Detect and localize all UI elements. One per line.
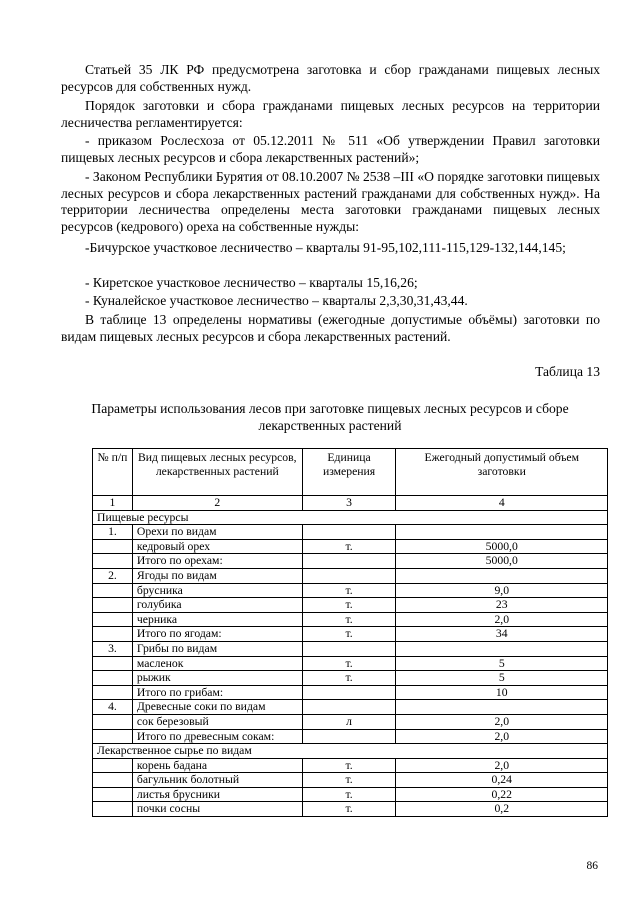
row-number bbox=[93, 539, 133, 554]
row-number: 4. bbox=[93, 700, 133, 715]
volume-cell: 2,0 bbox=[396, 612, 608, 627]
row-number bbox=[93, 758, 133, 773]
unit-cell bbox=[302, 568, 396, 583]
unit-cell: т. bbox=[302, 627, 396, 642]
table-row bbox=[93, 758, 608, 773]
row-number bbox=[93, 773, 133, 788]
row-number bbox=[93, 656, 133, 671]
row-number bbox=[93, 685, 133, 700]
volume-cell bbox=[396, 525, 608, 540]
paragraph-8: В таблице 13 определены нормативы (ежегодные допустимые объёмы) заготовки по видам пищевых лесных ресурсов и сбора лекарственных растений. bbox=[61, 312, 600, 344]
row-number bbox=[93, 627, 133, 642]
resource-name: масленок bbox=[132, 656, 302, 671]
resource-name: Итого по грибам: bbox=[132, 685, 302, 700]
resource-name: багульник болотный bbox=[132, 773, 302, 788]
resource-name: рыжик bbox=[132, 671, 302, 686]
unit-cell: т. bbox=[302, 583, 396, 598]
resource-name: Итого по орехам: bbox=[132, 554, 302, 569]
row-number: 3. bbox=[93, 641, 133, 656]
table-row bbox=[93, 539, 608, 554]
paragraph-3: - приказом Рослесхоза от 05.12.2011 № 511 «Об утверждении Правил заготовки пищевых лесных ресурсов и сбора лекарственных растений»; bbox=[61, 133, 600, 165]
row-number bbox=[93, 612, 133, 627]
table-row bbox=[93, 714, 608, 729]
section-title: Пищевые ресурсы bbox=[93, 510, 608, 525]
unit-cell: л bbox=[302, 714, 396, 729]
resource-name: Итого по древесным сокам: bbox=[132, 729, 302, 744]
volume-cell: 0,2 bbox=[396, 802, 608, 817]
row-number bbox=[93, 583, 133, 598]
volume-cell: 10 bbox=[396, 685, 608, 700]
table-row bbox=[93, 802, 608, 817]
resource-name: Орехи по видам bbox=[132, 525, 302, 540]
volume-cell: 5 bbox=[396, 656, 608, 671]
unit-cell: т. bbox=[302, 612, 396, 627]
column-number: 2 bbox=[132, 496, 302, 511]
unit-cell bbox=[302, 700, 396, 715]
table-label: Таблица 13 bbox=[535, 364, 600, 379]
unit-cell bbox=[302, 554, 396, 569]
unit-cell: т. bbox=[302, 539, 396, 554]
table-row bbox=[93, 568, 608, 583]
header-annual-volume: Ежегодный допустимый объем заготовки bbox=[396, 449, 608, 496]
volume-cell: 2,0 bbox=[396, 758, 608, 773]
resource-name: листья брусники bbox=[132, 787, 302, 802]
table-row bbox=[93, 671, 608, 686]
resources-table bbox=[92, 448, 608, 817]
row-number bbox=[93, 554, 133, 569]
paragraph-2: Порядок заготовки и сбора гражданами пищевых лесных ресурсов на территории лесничества регламентируется: bbox=[61, 98, 600, 130]
volume-cell: 34 bbox=[396, 627, 608, 642]
resource-name: Ягоды по видам bbox=[132, 568, 302, 583]
volume-cell bbox=[396, 641, 608, 656]
volume-cell bbox=[396, 700, 608, 715]
volume-cell: 0,22 bbox=[396, 787, 608, 802]
table-row bbox=[93, 641, 608, 656]
paragraph-4: - Законом Республики Бурятия от 08.10.2007 № 2538 –III «О порядке заготовки пищевых лесных ресурсов и сбора лекарственных растений гражданами для собственных нужд». На территории лесничества определены места заготовки гражданами пищевых лесных ресурсов (кедрового) ореха на собственные нужды: bbox=[61, 169, 600, 234]
unit-cell: т. bbox=[302, 598, 396, 613]
column-number: 1 bbox=[93, 496, 133, 511]
page-number: 86 bbox=[586, 860, 598, 872]
paragraph-7: - Куналейское участковое лесничество – кварталы 2,3,30,31,43,44. bbox=[85, 293, 468, 308]
resource-name: корень бадана bbox=[132, 758, 302, 773]
unit-cell: т. bbox=[302, 656, 396, 671]
volume-cell: 2,0 bbox=[396, 714, 608, 729]
row-number bbox=[93, 729, 133, 744]
table-row bbox=[93, 773, 608, 788]
row-number bbox=[93, 787, 133, 802]
unit-cell bbox=[302, 525, 396, 540]
volume-cell: 23 bbox=[396, 598, 608, 613]
table-row bbox=[93, 656, 608, 671]
resource-name: Грибы по видам bbox=[132, 641, 302, 656]
table-row bbox=[93, 598, 608, 613]
table-row bbox=[93, 700, 608, 715]
paragraph-5: -Бичурское участковое лесничество – кварталы 91-95,102,111-115,129-132,144,145; bbox=[85, 240, 566, 255]
row-number: 2. bbox=[93, 568, 133, 583]
volume-cell: 5000,0 bbox=[396, 539, 608, 554]
table-row bbox=[93, 627, 608, 642]
resource-name: брусника bbox=[132, 583, 302, 598]
row-number bbox=[93, 714, 133, 729]
paragraph-1: Статьей 35 ЛК РФ предусмотрена заготовка и сбор гражданами пищевых лесных ресурсов для собственных нужд. bbox=[61, 62, 600, 94]
table-body bbox=[93, 496, 608, 817]
volume-cell: 9,0 bbox=[396, 583, 608, 598]
resource-name: почки сосны bbox=[132, 802, 302, 817]
row-number bbox=[93, 671, 133, 686]
unit-cell bbox=[302, 685, 396, 700]
table-header-row bbox=[93, 449, 608, 496]
unit-cell bbox=[302, 729, 396, 744]
table-row bbox=[93, 729, 608, 744]
row-number bbox=[93, 802, 133, 817]
unit-cell: т. bbox=[302, 802, 396, 817]
volume-cell bbox=[396, 568, 608, 583]
table-row bbox=[93, 612, 608, 627]
column-numbers-row bbox=[93, 496, 608, 511]
section-title: Лекарственное сырье по видам bbox=[93, 744, 608, 759]
header-unit: Единица измерения bbox=[302, 449, 396, 496]
paragraph-6: - Киретское участковое лесничество – кварталы 15,16,26; bbox=[85, 275, 418, 290]
header-resource-type: Вид пищевых лесных ресурсов, лекарственных растений bbox=[132, 449, 302, 496]
volume-cell: 5 bbox=[396, 671, 608, 686]
column-number: 3 bbox=[302, 496, 396, 511]
table-section-row bbox=[93, 510, 608, 525]
unit-cell: т. bbox=[302, 758, 396, 773]
table-row bbox=[93, 685, 608, 700]
volume-cell: 0,24 bbox=[396, 773, 608, 788]
header-number: № п/п bbox=[93, 449, 133, 496]
table-row bbox=[93, 787, 608, 802]
row-number bbox=[93, 598, 133, 613]
unit-cell bbox=[302, 641, 396, 656]
row-number: 1. bbox=[93, 525, 133, 540]
unit-cell: т. bbox=[302, 773, 396, 788]
table-row bbox=[93, 525, 608, 540]
resource-name: голубика bbox=[132, 598, 302, 613]
resource-name: Итого по ягодам: bbox=[132, 627, 302, 642]
resource-name: Древесные соки по видам bbox=[132, 700, 302, 715]
resource-name: сок березовый bbox=[132, 714, 302, 729]
table-caption: Параметры использования лесов при заготовке пищевых лесных ресурсов и сборе лекарственных растений bbox=[91, 401, 569, 433]
table-section-row bbox=[93, 744, 608, 759]
unit-cell: т. bbox=[302, 671, 396, 686]
resource-name: черника bbox=[132, 612, 302, 627]
table-row bbox=[93, 583, 608, 598]
table-row bbox=[93, 554, 608, 569]
resource-name: кедровый орех bbox=[132, 539, 302, 554]
volume-cell: 5000,0 bbox=[396, 554, 608, 569]
column-number: 4 bbox=[396, 496, 608, 511]
volume-cell: 2,0 bbox=[396, 729, 608, 744]
unit-cell: т. bbox=[302, 787, 396, 802]
